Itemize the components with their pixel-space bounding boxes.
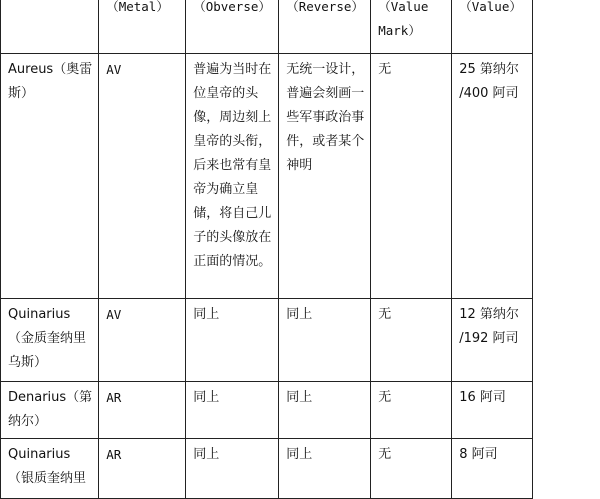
value-cell: 12 第纳尔 /192 阿司	[452, 299, 533, 382]
reverse-cell: 无统一设计， 普遍会刻画一 些军事政治事 件，或者某个 神明	[279, 54, 371, 299]
header-reverse: （Reverse）	[279, 0, 371, 54]
value-mark-cell: 无	[371, 54, 452, 299]
reverse-cell: 同上	[279, 299, 371, 382]
reverse-cell: 同上	[279, 382, 371, 439]
obverse-cell: 同上	[186, 382, 279, 439]
value-mark-cell: 无	[371, 439, 452, 499]
table-row	[1, 54, 533, 299]
value-mark-cell: 无	[371, 382, 452, 439]
metal-cell: AR	[99, 439, 186, 499]
obverse-cell: 同上	[186, 299, 279, 382]
header-value-mark: （Value Mark）	[371, 0, 452, 54]
value-cell: 25 第纳尔 /400 阿司	[452, 54, 533, 299]
obverse-cell: 普遍为当时在 位皇帝的头 像，周边刻上 皇帝的头衔， 后来也常有皇 帝为确立皇 储，将自己儿 子的头像放在 正面的情况。	[186, 54, 279, 299]
value-cell: 8 阿司	[452, 439, 533, 499]
reverse-cell: 同上	[279, 439, 371, 499]
coin-name-cell: Aureus（奥雷 斯）	[1, 54, 99, 299]
obverse-cell: 同上	[186, 439, 279, 499]
value-mark-cell: 无	[371, 299, 452, 382]
coin-name-cell: Quinarius （金质奎纳里 乌斯）	[1, 299, 99, 382]
value-cell: 16 阿司	[452, 382, 533, 439]
metal-cell: AV	[99, 299, 186, 382]
header-value: （Value）	[452, 0, 533, 54]
header-name-cell	[1, 0, 99, 54]
header-obverse: （Obverse）	[186, 0, 279, 54]
header-row	[1, 0, 533, 54]
table-row	[1, 299, 533, 382]
metal-cell: AR	[99, 382, 186, 439]
coin-name-cell: Denarius（第 纳尔）	[1, 382, 99, 439]
coin-name-cell: Quinarius （银质奎纳里	[1, 439, 99, 499]
table-row	[1, 382, 533, 439]
metal-cell: AV	[99, 54, 186, 299]
header-metal: （Metal）	[99, 0, 186, 54]
